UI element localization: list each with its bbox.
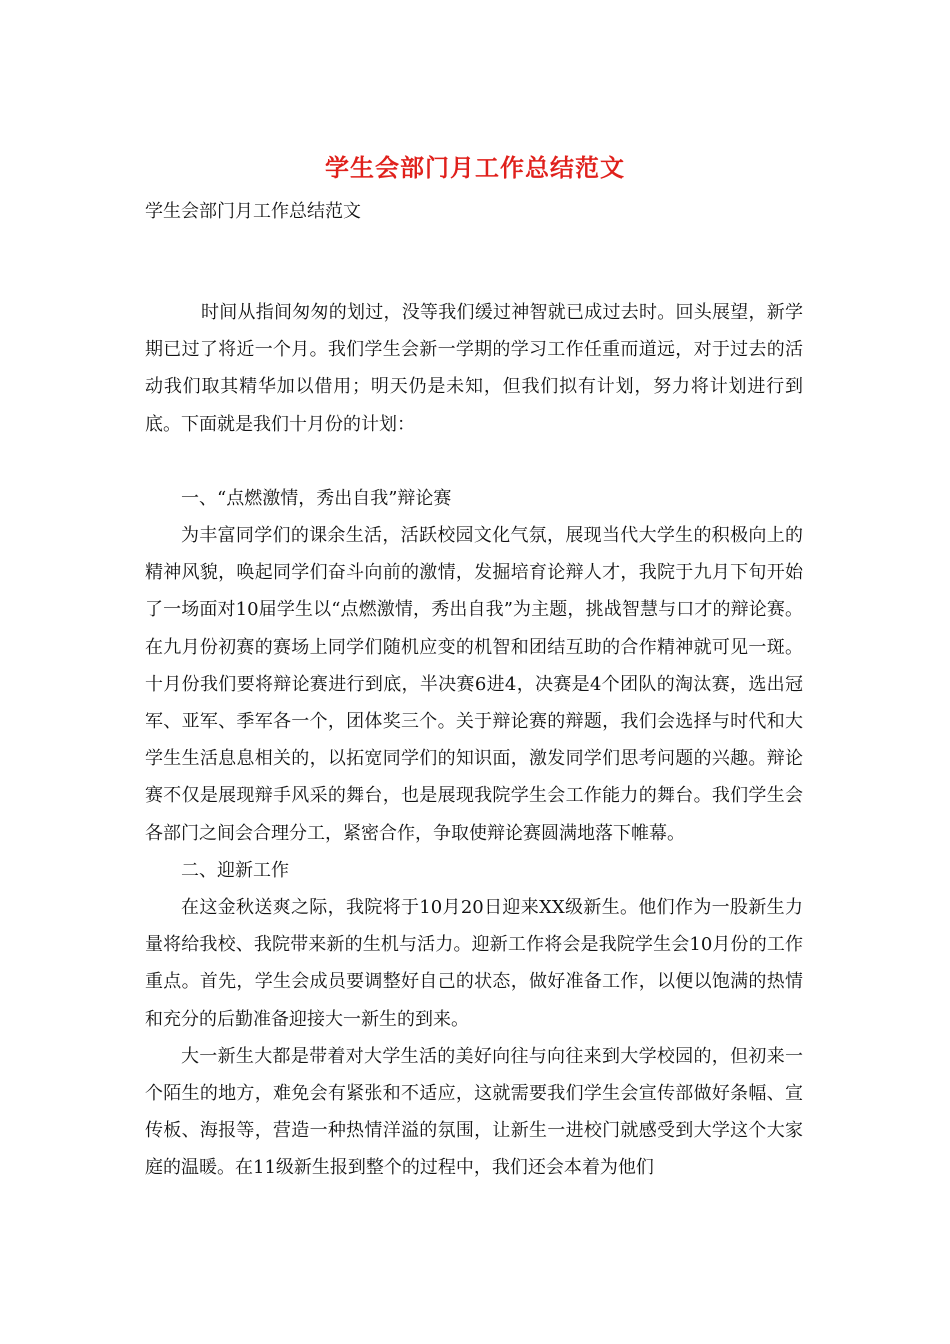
- section-heading-debate: 一、“点燃激情，秀出自我”辩论赛: [181, 487, 452, 509]
- paragraph-debate: 为丰富同学们的课余生活，活跃校园文化气氛，展现当代大学生的积极向上的精神风貌，唤起同学们奋斗向前的激情，发掘培育论辩人才，我院于九月下旬开始了一场面对10届学生以“点燃激情，秀出自我”为主题，挑战智慧与口才的辩论赛。在九月份初赛的赛场上同学们随机应变的机智和团结互助的合作精神就可见一斑。十月份我们要将辩论赛进行到底，半决赛6进4，决赛是4个团队的淘汰赛，选出冠军、亚军、季军各一个，团体奖三个。关于辩论赛的辩题，我们会选择与时代和大学生生活息息相关的，以拓宽同学们的知识面，激发同学们思考问题的兴趣。辩论赛不仅是展现辩手风采的舞台，也是展现我院学生会工作能力的舞台。我们学生会各部门之间会合理分工，紧密合作，争取使辩论赛圆满地落下帷幕。: [145, 525, 803, 844]
- document-body: [145, 294, 803, 1187]
- document-title: 学生会部门月工作总结范文: [325, 153, 625, 182]
- section-heading-welcome: 二、迎新工作: [181, 859, 289, 881]
- paragraph-intro: 时间从指间匆匆的划过，没等我们缓过神智就已成过去时。回头展望，新学期已过了将近一个月。我们学生会新一学期的学习工作任重而道远，对于过去的活动我们取其精华加以借用；明天仍是未知，但我们拟有计划，努力将计划进行到底。下面就是我们十月份的计划：: [145, 302, 803, 435]
- document-subtitle: 学生会部门月工作总结范文: [145, 201, 361, 222]
- paragraph-welcome-2: 大一新生大都是带着对大学生活的美好向往与向往来到大学校园的，但初来一个陌生的地方，难免会有紧张和不适应，这就需要我们学生会宣传部做好条幅、宣传板、海报等，营造一种热情洋溢的氛围，让新生一进校门就感受到大学这个大家庭的温暖。在11级新生报到整个的过程中，我们还会本着为他们: [145, 1045, 803, 1179]
- paragraph-welcome-1: 在这金秋送爽之际，我院将于10月20日迎来XX级新生。他们作为一股新生力量将给我校、我院带来新的生机与活力。迎新工作将会是我院学生会10月份的工作重点。首先，学生会成员要调整好自己的状态，做好准备工作，以便以饱满的热情和充分的后勤准备迎接大一新生的到来。: [145, 897, 803, 1030]
